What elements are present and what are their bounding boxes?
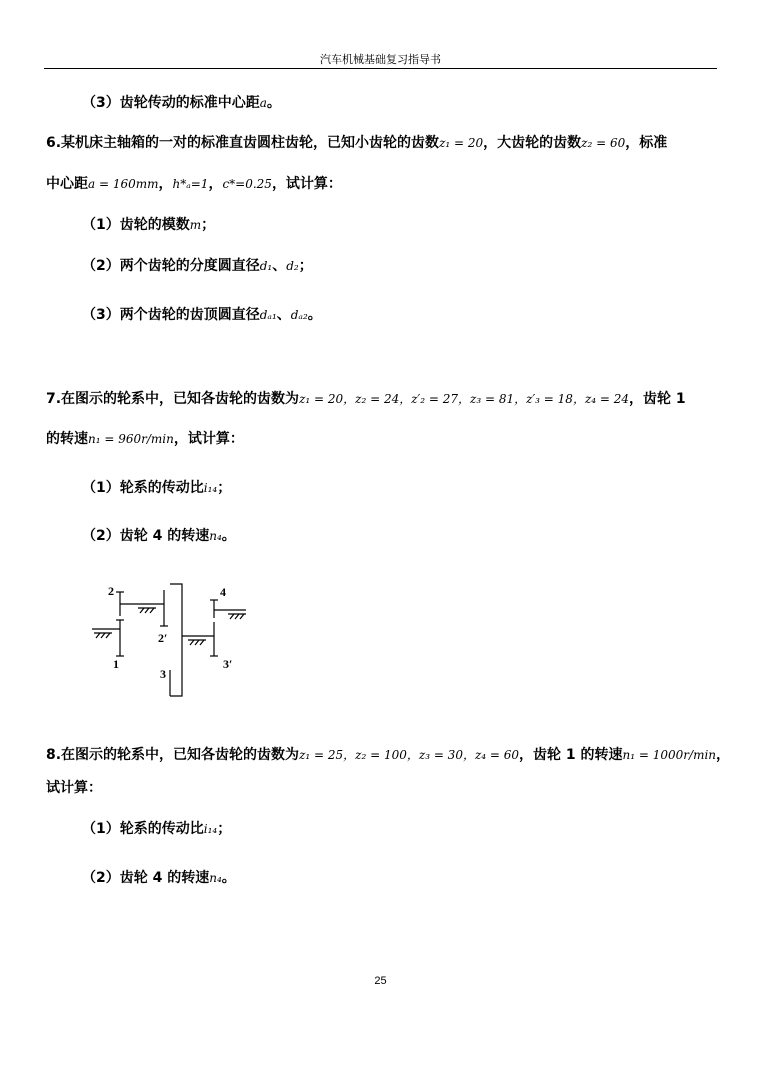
q6-stem-b: ，大齿轮的齿数	[483, 135, 582, 151]
gear-train-diagram	[88, 580, 258, 710]
q7-n1: n₁ = 960r/min	[88, 432, 174, 446]
q6-item-2-sep: 、	[272, 258, 287, 274]
q7-item-2-text: （2）齿轮 4 的转速	[82, 528, 210, 544]
q6-item-2-var1: d₁	[259, 259, 273, 273]
q6-z1: z₁ = 20	[439, 136, 484, 150]
q6-stem-c: ，标准	[625, 135, 668, 151]
q6-stem-e: ，试计算：	[271, 176, 342, 192]
header-rule	[44, 68, 717, 69]
q6-item-3-var2: dₐ₂	[290, 308, 308, 322]
q8-stem-d: 试计算：	[46, 780, 102, 796]
q8-stem-c: ，	[716, 747, 731, 763]
label-gear-4: 4	[220, 585, 226, 599]
q7-stem-c: 的转速	[46, 431, 88, 447]
q8-teeth: z₁ = 25，z₂ = 100，z₃ = 30，z₄ = 60	[299, 748, 520, 762]
q6-item-3-text: （3）两个齿轮的齿顶圆直径	[82, 307, 260, 323]
label-gear-2: 2	[108, 584, 114, 598]
q8-item-1-var: i₁₄	[203, 822, 218, 836]
q6-stem-d: 中心距	[46, 176, 88, 192]
label-gear-1: 1	[113, 657, 119, 671]
q6-item-2-text: （2）两个齿轮的分度圆直径	[82, 258, 260, 274]
q6-a: a = 160mm	[88, 177, 159, 191]
q8-item-2-var: n₄	[209, 871, 222, 885]
q8-line-2	[46, 777, 102, 797]
q7-stem-a: 7.在图示的轮系中，已知各齿轮的齿数为	[46, 391, 300, 407]
q6-sep: ，	[158, 176, 173, 192]
q8-item-2-text: （2）齿轮 4 的转速	[82, 870, 210, 886]
q5-item-3-end: 。	[266, 95, 281, 111]
label-gear-3-prime: 3′	[223, 657, 233, 671]
q6-line-2	[46, 173, 342, 193]
q6-sep2: ，	[208, 176, 223, 192]
q7-stem-b: ，齿轮 1	[629, 391, 686, 407]
q7-line-2	[46, 428, 244, 448]
q5-item-3	[82, 92, 281, 112]
q7-item-1-var: i₁₄	[203, 481, 218, 495]
q7-teeth: z₁ = 20，z₂ = 24，z′₂ = 27，z₃ = 81，z′₃ = 18，z₄ = 24	[299, 392, 630, 406]
q5-item-3-text: （3）齿轮传动的标准中心距	[82, 95, 260, 111]
q8-stem-a: 8.在图示的轮系中，已知各齿轮的齿数为	[46, 747, 300, 763]
q6-c: c*=0.25	[222, 177, 272, 191]
q6-item-3-var1: dₐ₁	[259, 308, 277, 322]
q6-item-2-end: ；	[298, 258, 313, 274]
q7-item-2-var: n₄	[209, 529, 222, 543]
label-gear-2-prime: 2′	[158, 631, 168, 645]
q7-item-1	[82, 477, 231, 497]
q6-item-1-text: （1）齿轮的模数	[82, 217, 190, 233]
q8-item-2	[82, 867, 236, 887]
gear-3	[170, 584, 182, 696]
q6-item-1-end: ；	[201, 217, 216, 233]
q8-stem-b: ，齿轮 1 的转速	[519, 747, 623, 763]
q6-line-1	[46, 132, 667, 152]
q7-line-1	[46, 388, 686, 408]
page-header: 汽车机械基础复习指导书	[320, 53, 441, 66]
q6-item-2	[82, 255, 313, 275]
q6-item-3-sep: 、	[276, 307, 291, 323]
q8-item-1	[82, 818, 231, 838]
q8-n1: n₁ = 1000r/min	[622, 748, 717, 762]
q6-item-1	[82, 214, 215, 234]
q8-item-2-end: 。	[221, 870, 236, 886]
q6-ha: h*ₐ=1	[172, 177, 209, 191]
q6-z2: z₂ = 60	[581, 136, 626, 150]
page-number: 25	[374, 975, 387, 987]
q7-item-1-text: （1）轮系的传动比	[82, 480, 204, 496]
q8-item-1-end: ；	[217, 821, 232, 837]
q5-item-3-var: a	[259, 96, 267, 110]
q8-item-1-text: （1）轮系的传动比	[82, 821, 204, 837]
q6-item-3-end: 。	[307, 307, 322, 323]
q6-item-1-var: m	[189, 218, 202, 232]
q7-item-2-end: 。	[221, 528, 236, 544]
q7-item-1-end: ；	[217, 480, 232, 496]
q6-stem-a: 6.某机床主轴箱的一对的标准直齿圆柱齿轮，已知小齿轮的齿数	[46, 135, 440, 151]
q7-stem-d: ，试计算：	[173, 431, 244, 447]
q8-line-1	[46, 744, 730, 764]
q6-item-3	[82, 304, 322, 324]
label-gear-3: 3	[160, 667, 166, 681]
q6-item-2-var2: d₂	[286, 259, 299, 273]
q7-item-2	[82, 525, 236, 545]
